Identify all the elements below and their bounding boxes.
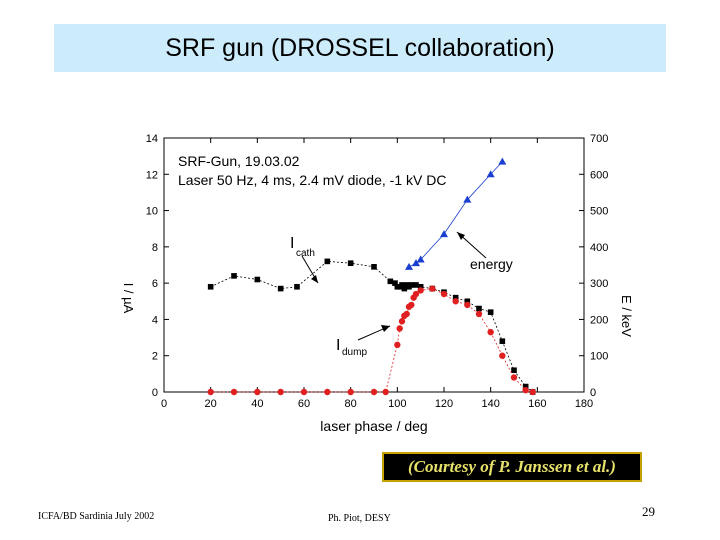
point-dump <box>254 389 260 395</box>
footer-left: ICFA/BD Sardinia July 2002 <box>38 511 155 522</box>
point-dump <box>207 389 213 395</box>
point-dump <box>522 387 528 393</box>
y-tick-label-right: 300 <box>590 278 609 291</box>
x-tick-label: 40 <box>251 398 264 410</box>
point-dump <box>487 329 493 335</box>
point-dump <box>429 285 435 291</box>
courtesy-text: (Courtesy of P. Janssen et al.) <box>408 457 616 476</box>
point-dump <box>371 389 377 395</box>
arrow-energy-head <box>457 232 465 240</box>
y-axis-label-right: E / keV <box>619 295 634 337</box>
point-cath <box>500 338 506 344</box>
point-dump <box>231 389 237 395</box>
pointer-arrows <box>302 232 486 340</box>
courtesy-box <box>382 452 642 482</box>
point-cath <box>231 273 237 279</box>
point-dump <box>382 389 388 395</box>
point-cath <box>278 286 284 292</box>
x-tick-label: 140 <box>481 398 500 410</box>
point-dump <box>324 389 330 395</box>
y-tick-label-right: 500 <box>590 205 609 218</box>
y-tick-label-left: 14 <box>145 133 158 145</box>
x-tick-label: 60 <box>297 398 311 410</box>
x-tick-label: 160 <box>528 398 547 410</box>
x-tick-label: 80 <box>344 398 357 410</box>
point-cath <box>371 264 377 270</box>
label-cath-sub: cath <box>296 248 315 259</box>
y-tick-label-right: 200 <box>590 314 609 327</box>
series-line-dump <box>211 289 533 392</box>
y-tick-label-right: 100 <box>590 350 609 363</box>
point-dump <box>277 389 283 395</box>
x-tick-label: 100 <box>388 398 407 410</box>
y-tick-label-left: 12 <box>145 169 158 182</box>
point-cath <box>325 259 331 265</box>
x-tick-label: 180 <box>574 398 594 410</box>
annotation-subtitle: Laser 50 Hz, 4 ms, 2.4 mV diode, -1 kV DC <box>178 172 447 188</box>
point-cath <box>488 309 494 315</box>
label-cath-main: I <box>290 235 295 252</box>
point-dump <box>301 389 307 395</box>
y-tick-label-right: 700 <box>590 133 609 145</box>
slide-title: SRF gun (DROSSEL collaboration) <box>165 33 555 62</box>
point-dump <box>403 311 409 317</box>
point-dump <box>399 318 405 324</box>
y-axis-label-left: I / µA <box>121 282 136 314</box>
y-tick-label-right: 400 <box>590 241 609 254</box>
point-dump <box>464 302 470 308</box>
footer-center: Ph. Piot, DESY <box>328 513 391 524</box>
label-cath <box>290 235 315 259</box>
point-dump <box>417 287 423 293</box>
point-dump <box>452 298 458 304</box>
point-dump <box>347 389 353 395</box>
page-number: 29 <box>642 504 655 519</box>
point-cath <box>476 306 482 312</box>
point-energy <box>498 158 506 165</box>
y-tick-label-left: 0 <box>151 387 158 399</box>
point-dump <box>529 389 535 395</box>
point-cath <box>348 260 354 266</box>
y-tick-label-left: 8 <box>151 241 158 254</box>
y-tick-label-left: 6 <box>151 278 158 291</box>
arrow-cath-head <box>311 275 318 283</box>
chart <box>100 120 634 440</box>
y-tick-label-left: 2 <box>151 350 158 363</box>
point-dump <box>511 374 517 380</box>
point-dump <box>441 291 447 297</box>
y-tick-label-right: 0 <box>590 387 597 399</box>
x-axis-label: laser phase / deg <box>320 418 428 434</box>
x-tick-label: 120 <box>434 398 454 410</box>
label-energy: energy <box>470 256 513 272</box>
annotation-title: SRF-Gun, 19.03.02 <box>178 153 300 169</box>
point-cath <box>294 284 300 290</box>
label-dump-sub: dump <box>342 347 368 358</box>
label-dump-main: I <box>336 337 341 354</box>
point-dump <box>499 353 505 359</box>
point-energy <box>440 230 448 237</box>
point-dump <box>394 342 400 348</box>
point-cath <box>255 277 261 283</box>
y-tick-label-left: 4 <box>151 314 158 327</box>
title-bar <box>54 24 666 72</box>
label-dump <box>336 337 367 358</box>
point-cath <box>511 367 517 373</box>
arrow-dump-head <box>381 325 390 332</box>
x-tick-label: 20 <box>204 398 217 410</box>
point-dump <box>408 302 414 308</box>
point-cath <box>208 284 214 290</box>
y-tick-label-right: 600 <box>590 169 609 182</box>
point-dump <box>476 311 482 317</box>
y-tick-label-left: 10 <box>145 205 158 218</box>
point-dump <box>396 325 402 331</box>
point-energy <box>405 263 413 270</box>
x-tick-label: 0 <box>160 398 168 410</box>
